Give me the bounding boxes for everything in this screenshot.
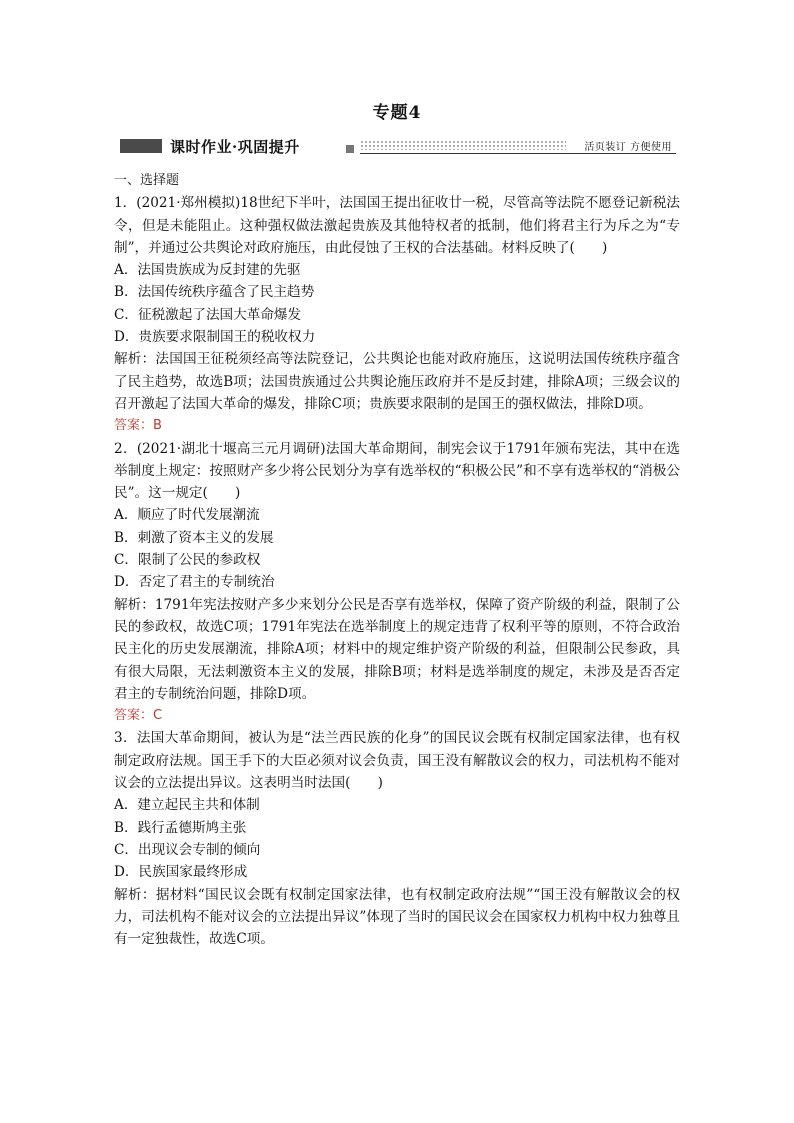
question-analysis: 解析：据材料“国民议会既有权制定国家法律，也有权制定政府法规”“国王没有解散议会的权力，司法机构不能对议会的立法提出异议”体现了当时的国民议会在国家权力机构中权力独尊且有一定独裁性，故选C项。 bbox=[114, 886, 680, 948]
banner-right-label: 活页装订 方便使用 bbox=[584, 142, 672, 153]
option-c: C．出现议会专制的倾向 bbox=[114, 841, 261, 858]
banner-block bbox=[120, 139, 162, 153]
section-title: 一、选择题 bbox=[114, 173, 180, 188]
question-answer: 答案：C bbox=[114, 708, 163, 724]
banner-dot-pattern bbox=[360, 140, 566, 150]
option-a: A．顺应了时代发展潮流 bbox=[114, 507, 260, 524]
option-d: D．民族国家最终形成 bbox=[114, 864, 248, 881]
banner-heading: 课时作业·巩固提升 bbox=[170, 138, 300, 156]
option-b: B．刺激了资本主义的发展 bbox=[114, 529, 274, 546]
option-a: A．建立起民主共和体制 bbox=[114, 797, 260, 814]
option-d: D．贵族要求限制国王的税收权力 bbox=[114, 329, 316, 346]
banner-rule bbox=[360, 153, 676, 154]
content bbox=[114, 170, 680, 950]
option-b: B．法国传统秩序蕴含了民主趋势 bbox=[114, 284, 315, 301]
section-banner bbox=[120, 136, 676, 158]
question-stem: 3．法国大革命期间，被认为是“法兰西民族的化身”的国民议会既有权制定国家法律，也有权制定政府法规。国王手下的大臣必须对议会负责，国王没有解散议会的权力，司法机构不能对议会的立法提出异议。这表明当时法国( ) bbox=[114, 730, 680, 792]
page-title: 专题4 bbox=[372, 103, 422, 123]
option-c: C．征税激起了法国大革命爆发 bbox=[114, 306, 302, 323]
question-stem: 1．(2021·郑州模拟)18世纪下半叶，法国国王提出征收廿一税，尽管高等法院不愿登记新税法令，但是未能阻止。这种强权做法激起贵族及其他特权者的抵制，他们将君主行为斥之为“专制”，并通过公共舆论对政府施压，由此侵蚀了王权的合法基础。材料反映了( ) bbox=[114, 195, 680, 256]
question-1 bbox=[114, 192, 680, 437]
question-2 bbox=[114, 438, 680, 728]
option-c: C．限制了公民的参政权 bbox=[114, 552, 261, 569]
question-3 bbox=[114, 727, 680, 950]
banner-square-icon bbox=[346, 145, 354, 153]
option-d: D．否定了君主的专制统治 bbox=[114, 574, 275, 591]
question-analysis: 解析：法国国王征税须经高等法院登记，公共舆论也能对政府施压，这说明法国传统秩序蕴含了民主趋势，故选B项；法国贵族通过公共舆论施压政府并不是反封建，排除A项；三级会议的召开激起了法国大革命的爆发，排除C项；贵族要求限制的是国王的强权做法，排除D项。 bbox=[114, 351, 680, 412]
option-a: A．法国贵族成为反封建的先驱 bbox=[114, 262, 301, 279]
question-stem: 2．(2021·湖北十堰高三元月调研)法国大革命期间，制宪会议于1791年颁布宪法，其中在选举制度上规定：按照财产多少将公民划分为享有选举权的“积极公民”和不享有选举权的“消极公民”。这一规定( ) bbox=[114, 440, 680, 502]
option-b: B．践行孟德斯鸠主张 bbox=[114, 819, 247, 836]
question-analysis: 解析：1791年宪法按财产多少来划分公民是否享有选举权，保障了资产阶级的利益，限制了公民的参政权，故选C项；1791年宪法在选举制度上的规定违背了权利平等的原则，不符合政治民主化的历史发展潮流，排除A项；材料中的规定维护资产阶级的利益，但限制公民参政，具有很大局限，无法刺激资本主义的发展，排除B项；材料是选举制度的规定，未涉及是否否定君主的专制统治问题，排除D项。 bbox=[114, 596, 680, 702]
question-answer: 答案：B bbox=[114, 418, 162, 434]
